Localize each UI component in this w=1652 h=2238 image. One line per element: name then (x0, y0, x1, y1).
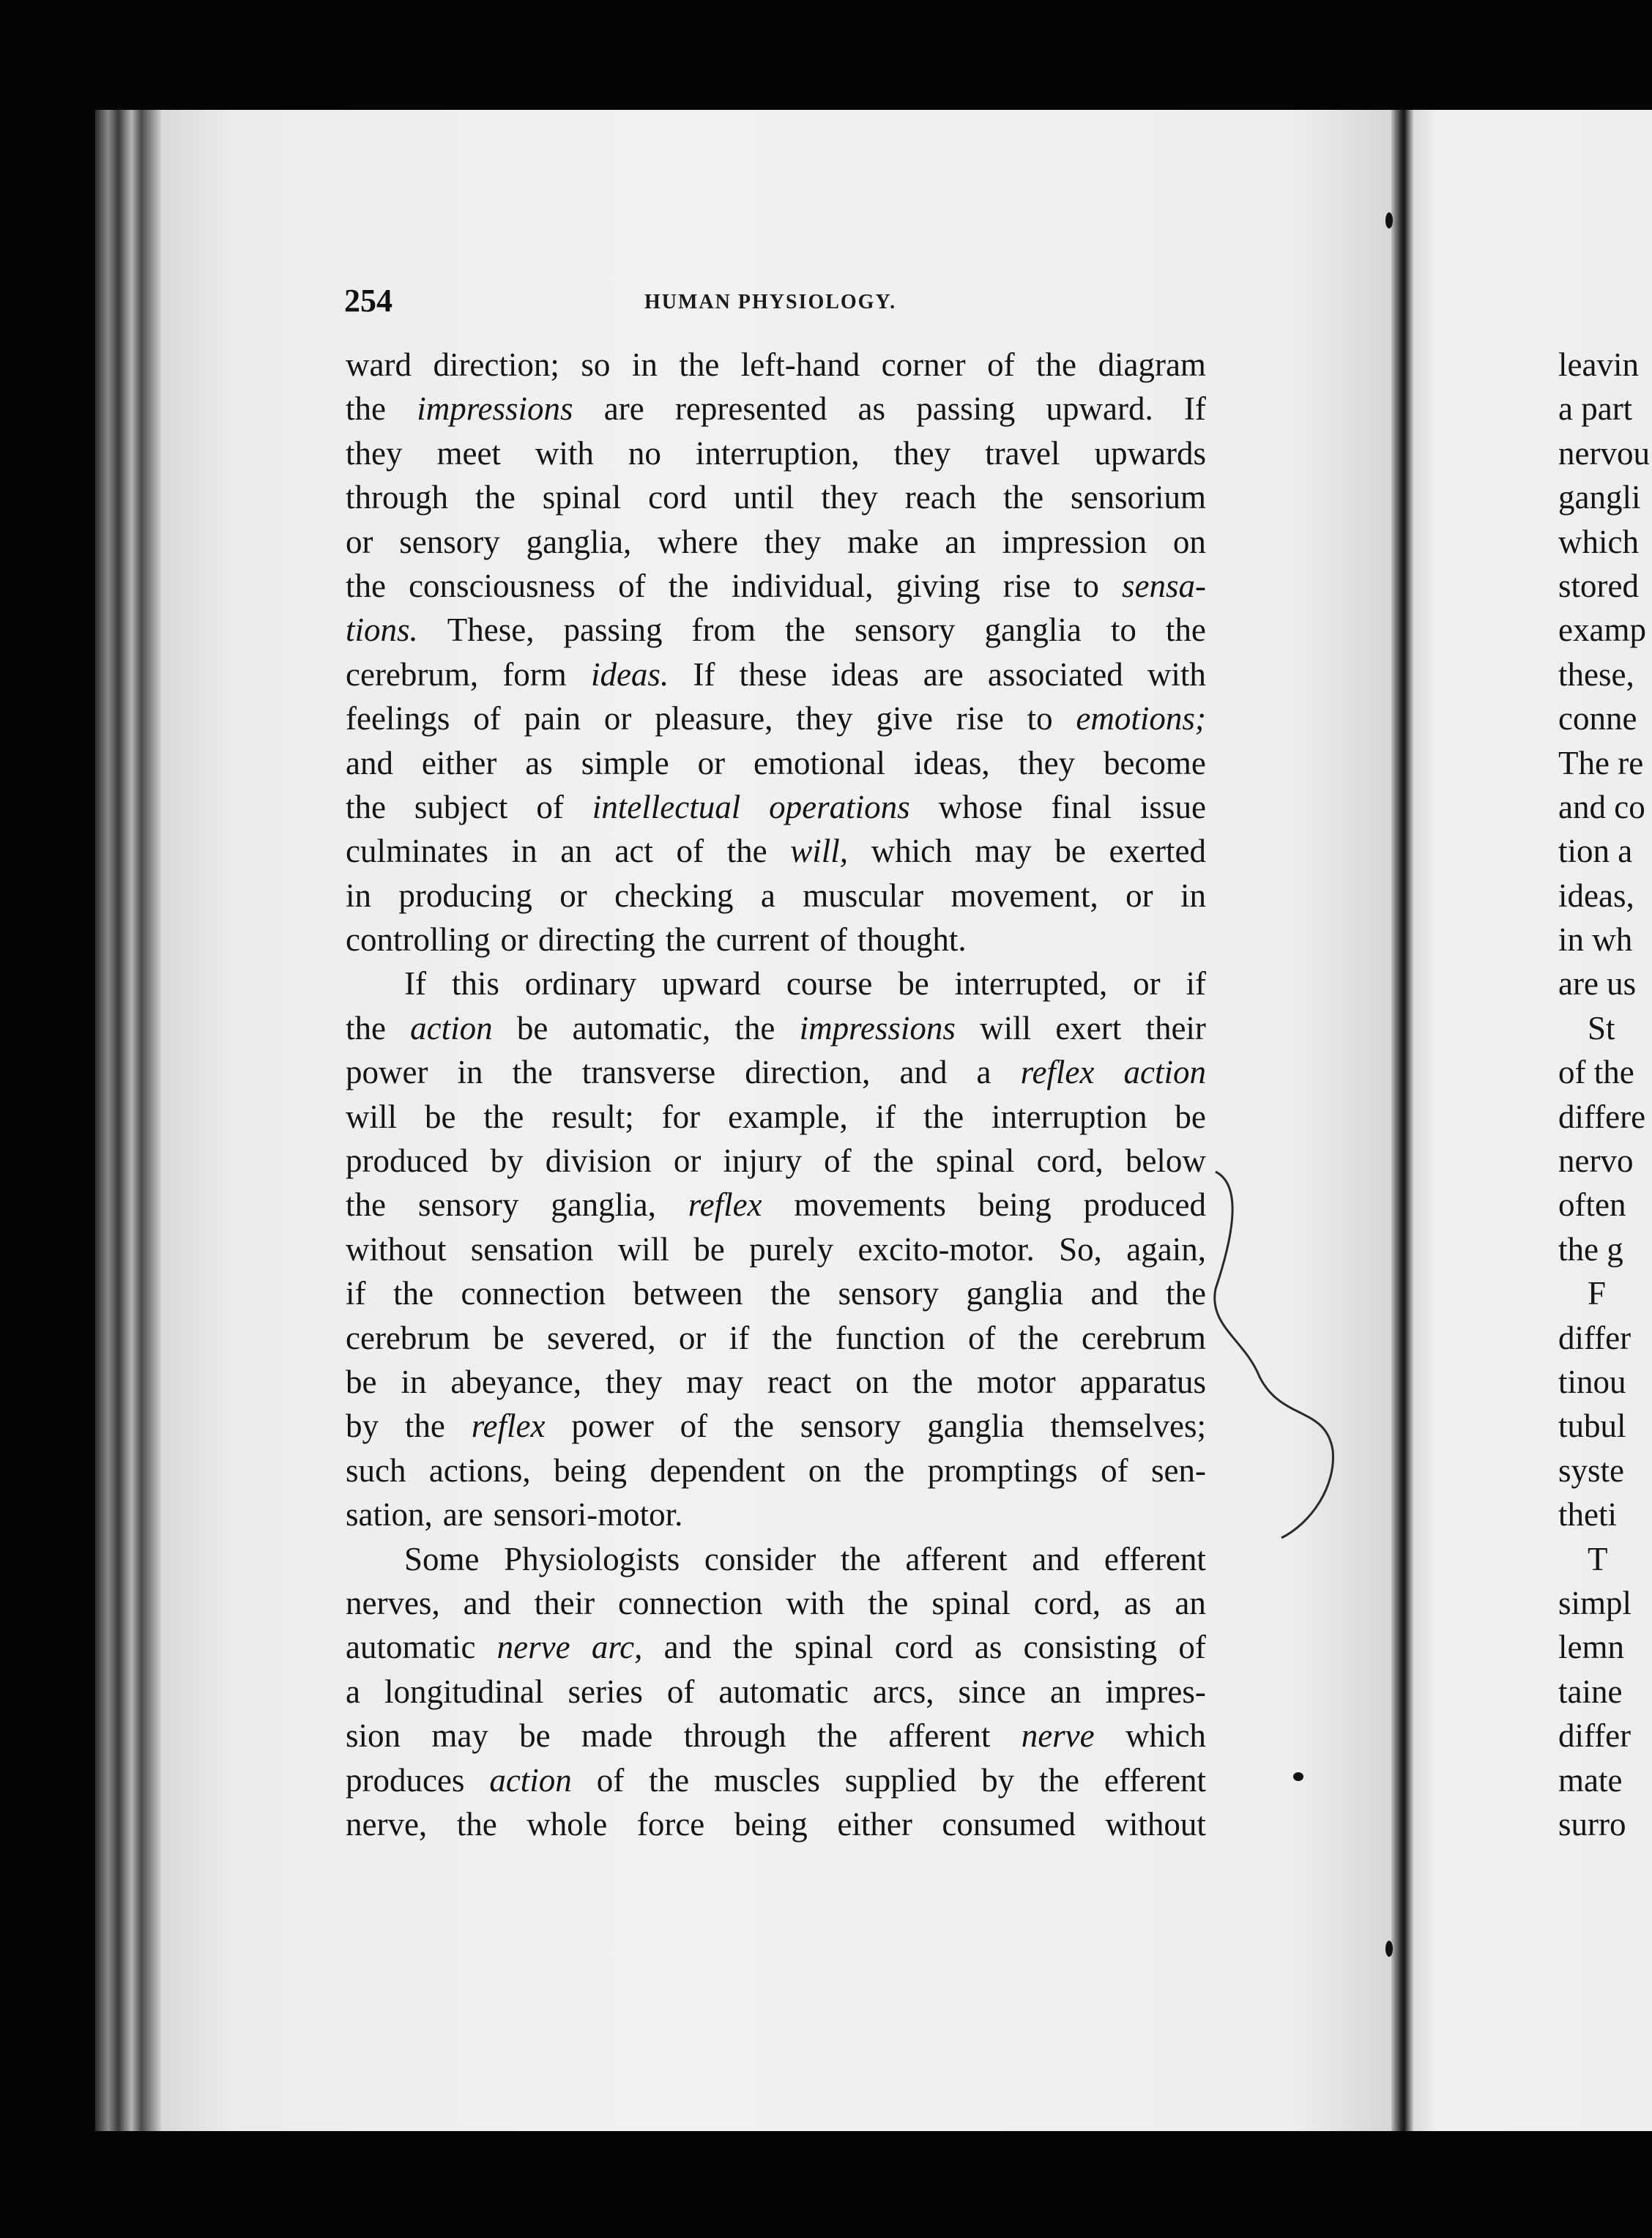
right-page-fragment: in wh (1558, 921, 1633, 959)
right-page-fragment: these, (1558, 655, 1634, 693)
text-line: produced by division or injury of the spinal cord, below (346, 1142, 1206, 1180)
text-line: if the connection between the sensory ganglia and the (346, 1275, 1206, 1312)
right-page-fragment: St (1588, 1009, 1615, 1046)
text-line: will be the result; for example, if the interruption be (346, 1098, 1206, 1135)
pencil-bracket-mark (1201, 1157, 1347, 1553)
book-edge (95, 110, 161, 2131)
text-line: by the reflex power of the sensory ganglia themselves; (346, 1408, 1206, 1445)
ink-speck (1385, 1941, 1393, 1957)
right-page-fragment: a part (1558, 390, 1633, 428)
right-page-fragment: differ (1558, 1717, 1631, 1755)
ink-speck (1293, 1772, 1303, 1781)
text-line: the subject of intellectual operations whose final issue (346, 788, 1206, 825)
text-line: cerebrum be severed, or if the function of the cerebrum (346, 1319, 1206, 1356)
text-line: power in the transverse direction, and a reflex action (346, 1054, 1206, 1091)
right-page-fragment: lemn (1558, 1629, 1624, 1666)
body-text (346, 343, 1206, 1846)
text-line: in producing or checking a muscular movement, or in (346, 877, 1206, 914)
right-page-fragment: conne (1558, 700, 1637, 737)
right-page-fragment: differ (1558, 1319, 1631, 1356)
text-line: such actions, being dependent on the promptings of sen- (346, 1451, 1206, 1489)
text-line: feelings of pain or pleasure, they give rise to emotions; (346, 700, 1206, 737)
text-line: the sensory ganglia, reflex movements being produced (346, 1186, 1206, 1224)
text-line: be in abeyance, they may react on the motor apparatus (346, 1363, 1206, 1400)
right-page-fragment: are us (1558, 965, 1637, 1003)
page-header (344, 282, 1208, 326)
text-line: produces action of the muscles supplied by the efferent (346, 1761, 1206, 1799)
right-page-text (1558, 343, 1652, 1846)
right-page-fragment: nervou (1558, 434, 1650, 472)
text-line: the action be automatic, the impressions will exert their (346, 1009, 1206, 1046)
text-line: sion may be made through the afferent nerve which (346, 1717, 1206, 1755)
text-line: the impressions are represented as passing upward. If (346, 390, 1206, 428)
right-page-fragment: T (1588, 1540, 1608, 1577)
text-line: ward direction; so in the left-hand corner of the diagram (346, 346, 1206, 383)
right-page-fragment: leavin (1558, 346, 1639, 383)
right-page-fragment: of the (1558, 1054, 1634, 1091)
text-line: controlling or directing the current of thought. (346, 921, 967, 959)
text-line: tions. These, passing from the sensory ganglia to the (346, 611, 1206, 649)
right-page-fragment: The re (1558, 744, 1644, 781)
right-page-fragment: taine (1558, 1673, 1623, 1710)
right-page-fragment: tubul (1558, 1408, 1626, 1445)
right-page-fragment: differe (1558, 1098, 1646, 1135)
right-page-fragment: stored (1558, 567, 1639, 604)
text-line: If this ordinary upward course be interrupted, or if (404, 965, 1206, 1003)
text-line: nerve, the whole force being either consumed without (346, 1805, 1206, 1843)
text-line: a longitudinal series of automatic arcs, since an impres- (346, 1673, 1206, 1710)
text-line: culminates in an act of the will, which may be exerted (346, 833, 1206, 870)
right-page-fragment: nervo (1558, 1142, 1634, 1180)
right-page-fragment: tinou (1558, 1363, 1626, 1400)
text-line: Some Physiologists consider the afferent and efferent (404, 1540, 1206, 1577)
right-page-fragment: and co (1558, 788, 1645, 825)
running-head: HUMAN PHYSIOLOGY. (644, 291, 897, 313)
text-line: automatic nerve arc, and the spinal cord as consisting of (346, 1629, 1206, 1666)
text-line: cerebrum, form ideas. If these ideas are associated with (346, 655, 1206, 693)
text-line: they meet with no interruption, they travel upwards (346, 434, 1206, 472)
right-page-fragment: examp (1558, 611, 1646, 649)
text-line: nerves, and their connection with the spinal cord, as an (346, 1584, 1206, 1621)
right-page-fragment: ideas, (1558, 877, 1634, 914)
ink-speck (1385, 212, 1393, 228)
text-line: through the spinal cord until they reach the sensorium (346, 479, 1206, 516)
text-line: or sensory ganglia, where they make an impression on (346, 523, 1206, 560)
text-line: without sensation will be purely excito-motor. So, again, (346, 1230, 1206, 1268)
right-page-fragment: surro (1558, 1805, 1626, 1843)
right-page-fragment: simpl (1558, 1584, 1632, 1621)
right-page-fragment: gangli (1558, 479, 1641, 516)
right-page-fragment: F (1588, 1275, 1607, 1312)
text-line: and either as simple or emotional ideas, they become (346, 744, 1206, 781)
right-page-fragment: which (1558, 523, 1639, 560)
text-line: sation, are sensori-motor. (346, 1496, 683, 1533)
right-page-fragment: often (1558, 1186, 1626, 1224)
right-page-fragment: theti (1558, 1496, 1617, 1533)
right-page-fragment: mate (1558, 1761, 1623, 1799)
text-line: the consciousness of the individual, giving rise to sensa- (346, 567, 1206, 604)
page-number: 254 (344, 283, 392, 319)
right-page-fragment: the g (1558, 1230, 1623, 1268)
book-gutter (1391, 110, 1413, 2131)
right-page-fragment: tion a (1558, 833, 1633, 870)
right-page-fragment: syste (1558, 1451, 1624, 1489)
